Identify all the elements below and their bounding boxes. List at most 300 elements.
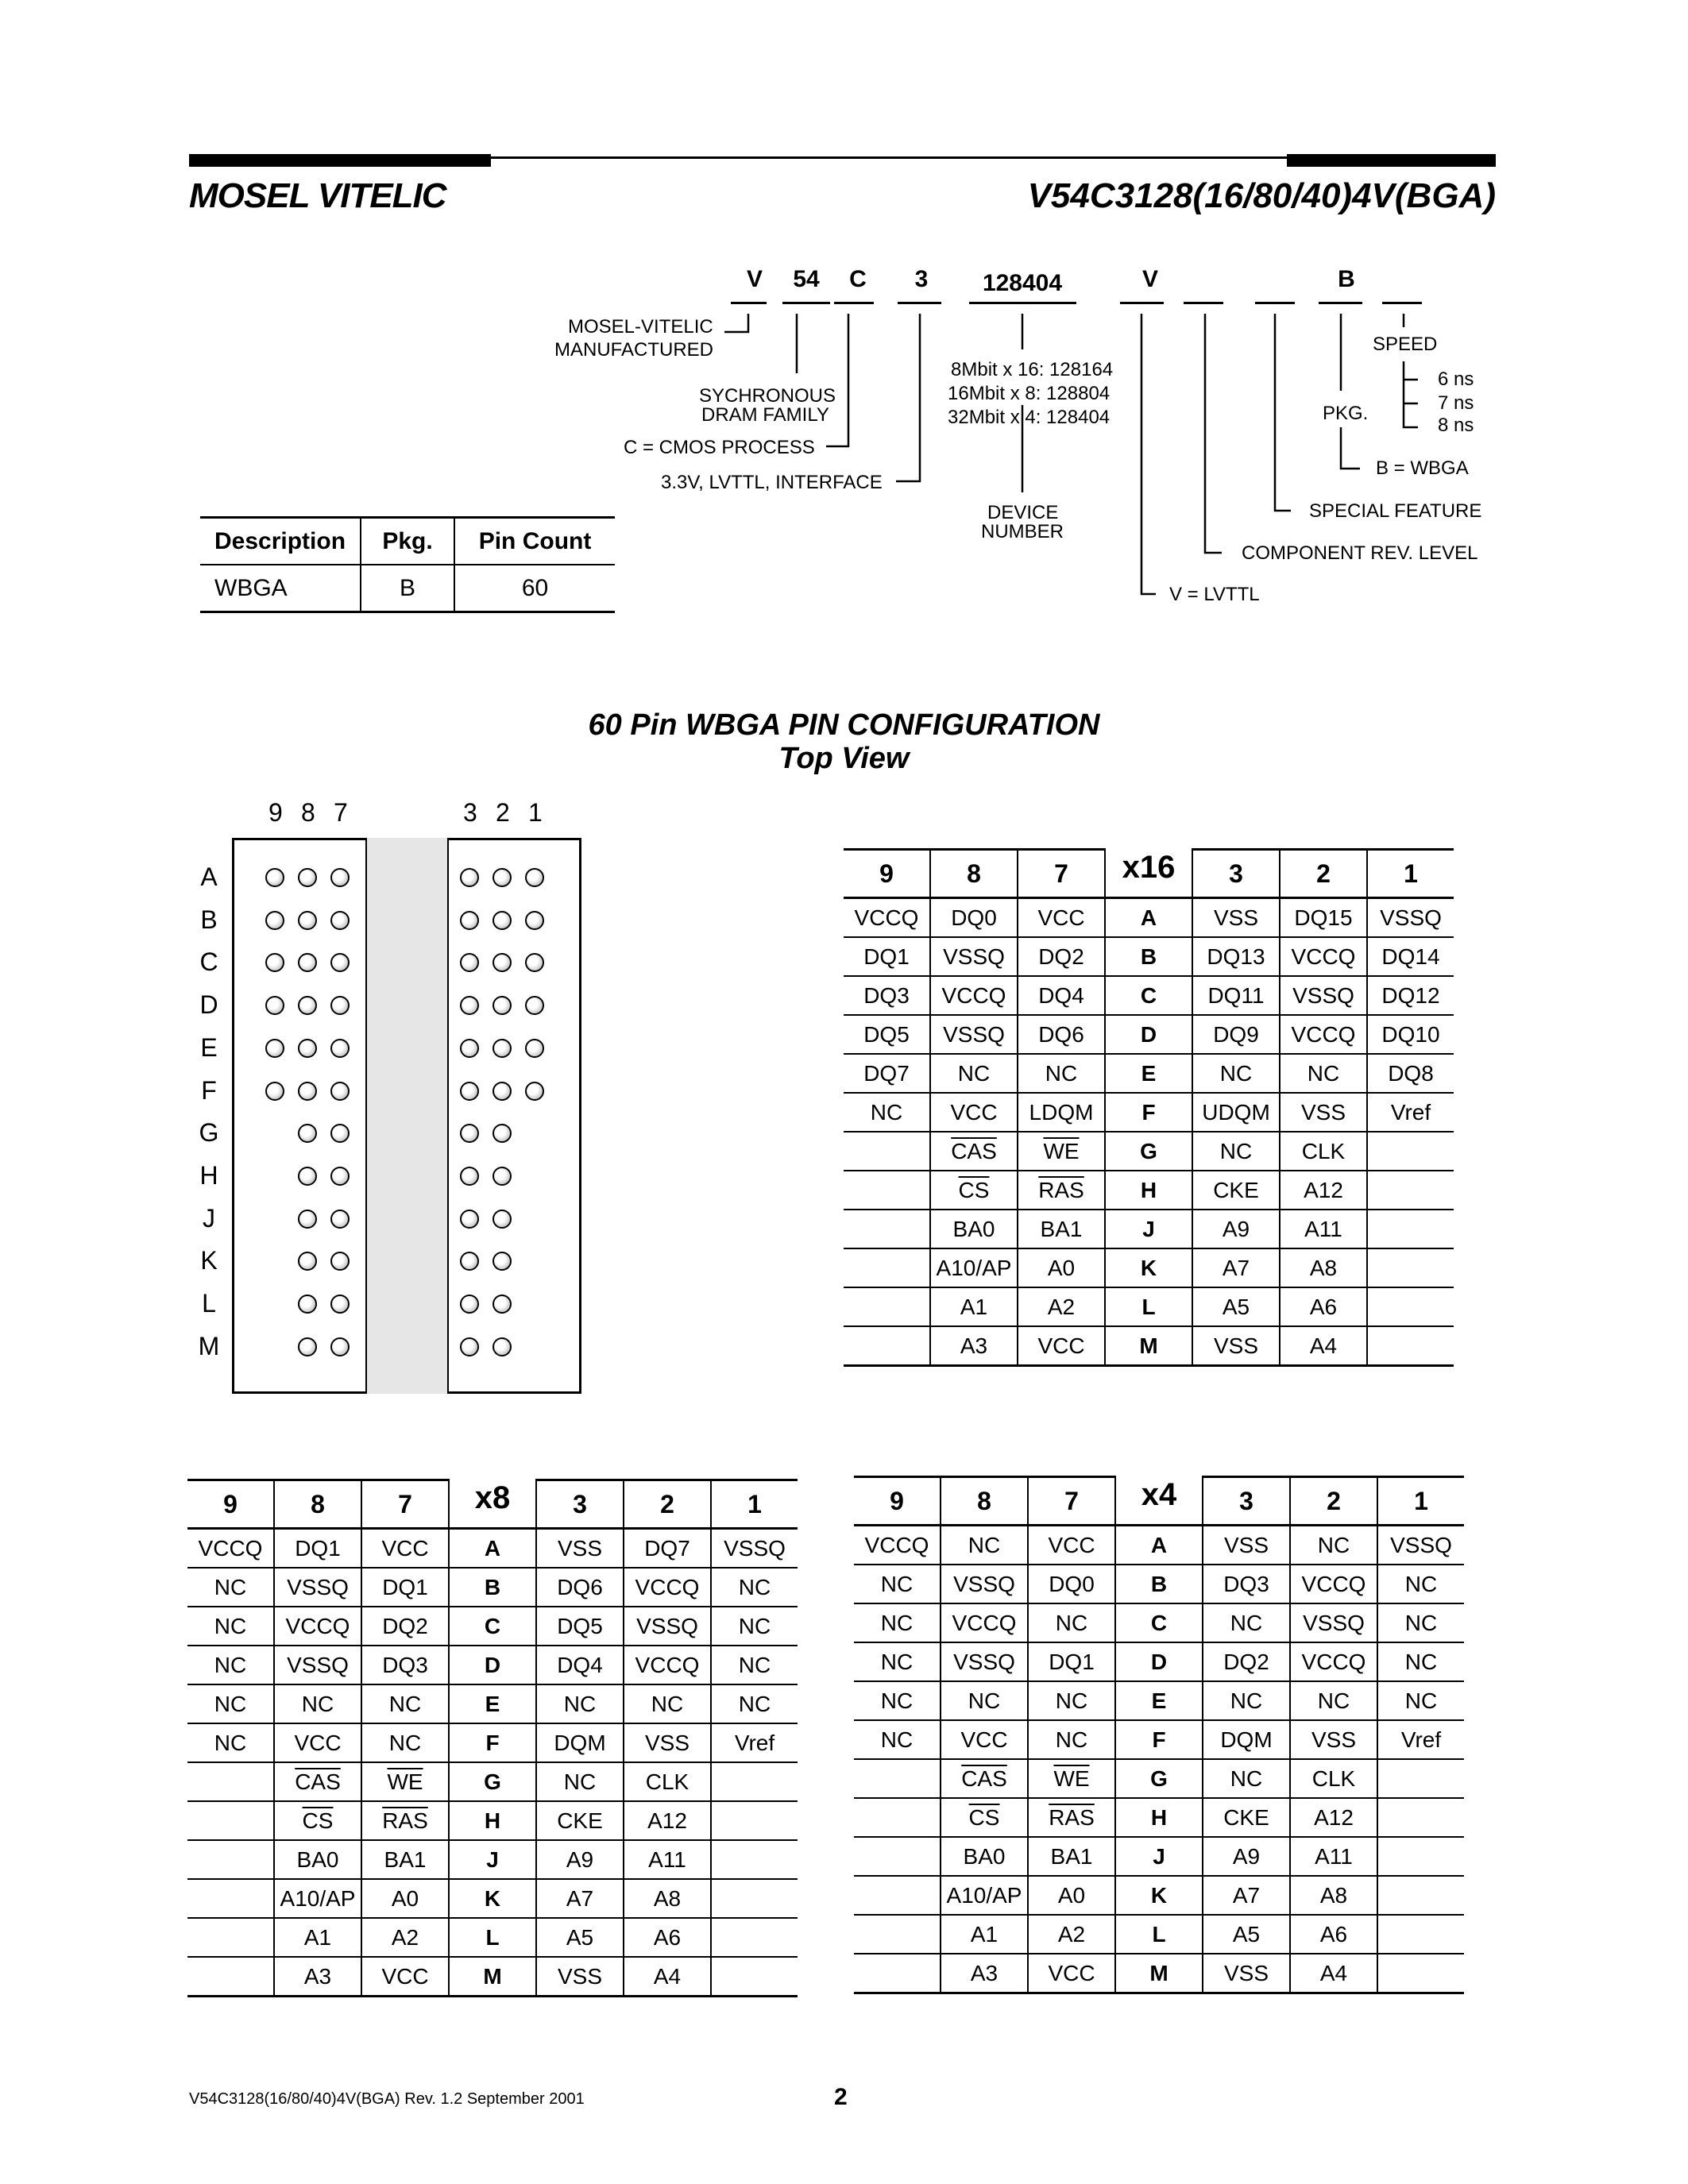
pin-cell — [624, 1646, 711, 1684]
pin-cell — [854, 1526, 941, 1565]
pin-cell — [1377, 1798, 1464, 1837]
pin-cell — [449, 1723, 536, 1762]
pin-signal: NC — [1055, 1610, 1088, 1635]
pin-table-col-header: 8 — [930, 850, 1018, 898]
pin-signal: NC — [388, 1691, 422, 1716]
pin-signal: NC — [1307, 1060, 1340, 1086]
pin-signal: DQ2 — [382, 1613, 428, 1638]
pin-signal: NC — [1055, 1688, 1088, 1713]
pin-table-x4 — [854, 1476, 1464, 1994]
ball-col-label: 1 — [528, 798, 543, 827]
pin-signal: DQ3 — [382, 1652, 428, 1677]
pin-cell — [711, 1879, 798, 1918]
pin-cell — [1105, 1248, 1192, 1287]
pin-cell — [930, 1210, 1018, 1248]
pin-cell — [1192, 1326, 1280, 1366]
pin-table-row — [844, 1171, 1454, 1210]
pin-cell — [941, 1526, 1028, 1565]
pin-signal: A3 — [960, 1333, 988, 1358]
pin-signal: $\overline{WE}$ — [1053, 1765, 1090, 1791]
ball-row-id: C — [1140, 982, 1157, 1008]
pin-cell — [274, 1568, 361, 1607]
pin-signal: VSSQ — [1380, 905, 1442, 930]
ball-row-id: C — [484, 1613, 501, 1638]
pin-cell — [1028, 1642, 1115, 1681]
label-interface: 3.3V, LVTTL, INTERFACE — [661, 472, 883, 493]
pin-signal: A0 — [1057, 1882, 1086, 1908]
pin-cell — [711, 1957, 798, 1997]
pin-table-row — [844, 898, 1454, 938]
pin-table-row — [187, 1918, 798, 1957]
pin-signal: $\overline{CAS}$ — [961, 1765, 1007, 1791]
pin-signal: VCCQ — [285, 1613, 350, 1638]
ball-row-label: F — [201, 1075, 217, 1105]
pin-signal: DQM — [554, 1730, 606, 1755]
pin-table-row — [844, 1054, 1454, 1093]
pin-cell — [1115, 1837, 1203, 1876]
pin-cell — [1115, 1603, 1203, 1642]
pin-cell — [1367, 1093, 1454, 1132]
pin-signal: NC — [1230, 1688, 1263, 1713]
pin-table-row — [844, 937, 1454, 976]
code-3: 3 — [914, 266, 929, 292]
pin-cell — [1028, 1565, 1115, 1603]
solder-ball — [298, 911, 317, 930]
pin-signal: VSS — [557, 1963, 603, 1989]
ball-row-label: A — [200, 862, 218, 891]
ball-row-id: H — [484, 1808, 501, 1833]
pin-table-org-label: x4 — [1115, 1477, 1203, 1526]
pin-cell — [361, 1607, 449, 1646]
pin-signal: VSSQ — [287, 1652, 349, 1677]
pin-signal: A1 — [303, 1924, 332, 1950]
pin-signal: NC — [301, 1691, 334, 1716]
pin-table-col-header: 1 — [1367, 850, 1454, 898]
pin-cell — [274, 1684, 361, 1723]
pin-signal: $\overline{CAS}$ — [295, 1769, 341, 1794]
pin-signal: DQ12 — [1381, 982, 1440, 1008]
pin-cell — [1280, 1326, 1367, 1366]
pin-cell — [1203, 1681, 1290, 1720]
solder-ball — [330, 996, 350, 1015]
ball-row-id: G — [1150, 1765, 1168, 1791]
pin-signal: NC — [388, 1730, 422, 1755]
pin-cell — [1377, 1526, 1464, 1565]
solder-ball — [265, 1039, 284, 1058]
pin-cell — [844, 1326, 930, 1366]
pin-table-row — [187, 1684, 798, 1723]
pin-cell — [854, 1642, 941, 1681]
pin-signal: VCCQ — [952, 1610, 1017, 1635]
pin-cell — [274, 1646, 361, 1684]
package-description-table — [200, 516, 615, 613]
pin-cell — [274, 1762, 361, 1801]
pin-cell — [1367, 1054, 1454, 1093]
pin-signal: VCCQ — [635, 1574, 700, 1599]
desc-cell-pkg: B — [361, 565, 454, 612]
pin-cell — [930, 1171, 1018, 1210]
ball-row-id: F — [485, 1730, 500, 1755]
pin-signal: NC — [1230, 1765, 1263, 1791]
ball-row-id: D — [484, 1652, 501, 1677]
pin-cell — [1105, 1287, 1192, 1326]
pin-signal: DQ9 — [1213, 1021, 1259, 1047]
pin-signal: DQ7 — [644, 1535, 690, 1561]
pin-signal: LDQM — [1029, 1099, 1094, 1125]
pin-cell — [1192, 1015, 1280, 1054]
ball-row-id: B — [1150, 1571, 1168, 1596]
pin-cell — [1018, 1132, 1105, 1171]
ball-row-id: G — [1140, 1138, 1157, 1163]
ball-row-id: L — [1141, 1294, 1156, 1319]
solder-ball — [330, 1210, 350, 1229]
pin-table-row — [844, 976, 1454, 1015]
pin-cell — [449, 1607, 536, 1646]
pin-cell — [1203, 1759, 1290, 1798]
pin-signal: A4 — [1319, 1960, 1348, 1985]
ball-row-label: M — [198, 1331, 220, 1360]
pin-signal: NC — [214, 1730, 247, 1755]
pin-signal: A2 — [391, 1924, 419, 1950]
pin-cell — [941, 1681, 1028, 1720]
pin-table-row — [844, 1287, 1454, 1326]
pin-cell — [536, 1801, 624, 1840]
pin-cell — [361, 1723, 449, 1762]
pin-cell — [1105, 898, 1192, 938]
pin-cell — [1290, 1837, 1377, 1876]
pin-cell — [941, 1915, 1028, 1954]
pin-cell — [854, 1720, 941, 1759]
pin-signal: A7 — [1232, 1882, 1261, 1908]
ball-row-id: M — [1149, 1960, 1168, 1985]
pin-table-row — [854, 1681, 1464, 1720]
ball-row-label: E — [200, 1032, 218, 1062]
solder-ball — [460, 1082, 479, 1101]
pin-cell — [1280, 1171, 1367, 1210]
pin-table-x16 — [844, 848, 1454, 1367]
pin-signal: NC — [880, 1610, 914, 1635]
pin-cell — [930, 1248, 1018, 1287]
pin-cell — [854, 1681, 941, 1720]
pin-signal: VCCQ — [635, 1652, 700, 1677]
solder-ball — [492, 1337, 512, 1356]
pin-cell — [1377, 1565, 1464, 1603]
pin-cell — [930, 976, 1018, 1015]
pin-cell — [1280, 1210, 1367, 1248]
pin-cell — [844, 976, 930, 1015]
pin-cell — [1203, 1837, 1290, 1876]
pin-cell — [941, 1837, 1028, 1876]
pin-cell — [449, 1879, 536, 1918]
pin-cell — [711, 1762, 798, 1801]
ball-row-label: L — [202, 1289, 216, 1318]
solder-ball — [330, 1337, 350, 1356]
pin-signal: NC — [651, 1691, 684, 1716]
ball-row-id: B — [1140, 943, 1157, 969]
pin-signal: VSS — [644, 1730, 690, 1755]
pin-cell — [930, 1132, 1018, 1171]
pin-table-col-header: 7 — [1028, 1477, 1115, 1526]
pin-cell — [854, 1954, 941, 1993]
solder-ball — [298, 1082, 317, 1101]
pin-cell — [1203, 1565, 1290, 1603]
solder-ball — [525, 1039, 544, 1058]
pin-cell — [187, 1801, 274, 1840]
label-wbga: B = WBGA — [1376, 457, 1469, 479]
pin-cell — [1192, 1210, 1280, 1248]
label-family-2: DRAM FAMILY — [701, 404, 829, 426]
pin-cell — [930, 1287, 1018, 1326]
pin-cell — [1105, 1326, 1192, 1366]
pin-signal: DQ3 — [1223, 1571, 1269, 1596]
pin-cell — [1028, 1720, 1115, 1759]
pin-table-row — [187, 1762, 798, 1801]
solder-ball — [460, 996, 479, 1015]
label-speed-7: 7 ns — [1438, 392, 1474, 414]
pin-table-row — [187, 1879, 798, 1918]
pin-signal: VSSQ — [287, 1574, 349, 1599]
pin-signal: VSS — [557, 1535, 603, 1561]
pin-signal: Vref — [1390, 1099, 1431, 1125]
pin-cell — [1377, 1759, 1464, 1798]
pin-cell — [1018, 1171, 1105, 1210]
pin-cell — [1203, 1798, 1290, 1837]
label-device-1: DEVICE — [987, 502, 1059, 523]
pin-signal: VSS — [1223, 1960, 1269, 1985]
ball-row-id: A — [1140, 905, 1157, 930]
ball-row-id: J — [1142, 1216, 1155, 1241]
pin-cell — [449, 1529, 536, 1569]
pin-cell — [1105, 1132, 1192, 1171]
pin-cell — [361, 1879, 449, 1918]
pin-cell — [536, 1529, 624, 1569]
pin-signal: VSS — [1213, 905, 1259, 930]
pin-cell — [930, 898, 1018, 938]
pin-cell — [1018, 1326, 1105, 1366]
pin-signal: VSSQ — [943, 1021, 1005, 1047]
pin-signal: NC — [1055, 1727, 1088, 1752]
pin-cell — [1115, 1642, 1203, 1681]
pin-cell — [844, 937, 930, 976]
pin-signal: NC — [1230, 1610, 1263, 1635]
pin-cell — [624, 1879, 711, 1918]
pin-cell — [1018, 1093, 1105, 1132]
pin-cell — [1192, 1093, 1280, 1132]
ball-row-id: C — [1150, 1610, 1168, 1635]
pin-cell — [1018, 1054, 1105, 1093]
pin-signal: VCC — [960, 1727, 1008, 1752]
pin-cell — [844, 1248, 930, 1287]
pin-cell — [1115, 1915, 1203, 1954]
pin-cell — [1367, 898, 1454, 938]
pin-cell — [536, 1957, 624, 1997]
pin-signal: NC — [738, 1574, 771, 1599]
label-speed: SPEED — [1373, 334, 1438, 355]
pin-table-col-header: 3 — [1203, 1477, 1290, 1526]
pin-cell — [1192, 898, 1280, 938]
ball-col-label: 3 — [463, 798, 477, 827]
pin-cell — [1028, 1526, 1115, 1565]
section-subtitle: Top View — [778, 742, 910, 775]
pin-signal: VCC — [1037, 1333, 1085, 1358]
pin-signal: VSS — [1300, 1099, 1346, 1125]
pin-cell — [361, 1840, 449, 1879]
pin-signal: VSSQ — [943, 943, 1005, 969]
ball-row-label: D — [199, 990, 218, 1020]
pin-cell — [361, 1646, 449, 1684]
pin-cell — [1367, 1326, 1454, 1366]
pin-signal: NC — [214, 1613, 247, 1638]
ball-row-label: H — [199, 1160, 218, 1190]
pin-cell — [187, 1840, 274, 1879]
solder-ball — [525, 996, 544, 1015]
pin-signal: BA1 — [384, 1846, 427, 1872]
ball-row-id: H — [1140, 1177, 1157, 1202]
pin-signal: NC — [738, 1691, 771, 1716]
pin-cell — [1105, 937, 1192, 976]
pin-signal: VSSQ — [953, 1649, 1015, 1674]
pin-signal: A9 — [1222, 1216, 1250, 1241]
pin-cell — [854, 1837, 941, 1876]
ball-col-label: 2 — [496, 798, 510, 827]
pin-cell — [1280, 1054, 1367, 1093]
pin-cell — [711, 1918, 798, 1957]
pin-signal: A10/AP — [946, 1882, 1022, 1908]
ball-row-label: G — [199, 1118, 219, 1148]
pin-cell — [1203, 1876, 1290, 1915]
label-special-feature: SPECIAL FEATURE — [1309, 500, 1482, 522]
pin-table-col-header: 7 — [361, 1480, 449, 1529]
pin-table-row — [854, 1759, 1464, 1798]
pin-cell — [361, 1957, 449, 1997]
pin-signal: A0 — [391, 1885, 419, 1911]
pin-cell — [1290, 1642, 1377, 1681]
ball-row-id: F — [1152, 1727, 1166, 1752]
pin-cell — [624, 1918, 711, 1957]
desc-cell-pin-count: 60 — [454, 565, 615, 612]
pin-signal: VSSQ — [1303, 1610, 1365, 1635]
pin-cell — [624, 1607, 711, 1646]
pin-signal: A3 — [970, 1960, 999, 1985]
pin-signal: A7 — [566, 1885, 594, 1911]
pin-signal: NC — [957, 1060, 991, 1086]
pin-cell — [1115, 1720, 1203, 1759]
solder-ball — [492, 868, 512, 887]
pin-cell — [187, 1957, 274, 1997]
pin-cell — [1105, 1093, 1192, 1132]
pin-signal: VSSQ — [636, 1613, 698, 1638]
code-c: C — [849, 266, 867, 292]
pin-signal: A11 — [1304, 1216, 1342, 1241]
pin-cell — [1367, 1248, 1454, 1287]
label-speed-6: 6 ns — [1438, 369, 1474, 390]
pin-signal: NC — [738, 1652, 771, 1677]
pin-signal: NC — [968, 1532, 1001, 1557]
pin-cell — [854, 1759, 941, 1798]
pin-cell — [1192, 1287, 1280, 1326]
pin-cell — [1192, 1248, 1280, 1287]
pin-cell — [1367, 1287, 1454, 1326]
pin-cell — [187, 1607, 274, 1646]
pin-cell — [1280, 1015, 1367, 1054]
pin-signal: VSS — [1213, 1333, 1259, 1358]
pin-cell — [274, 1607, 361, 1646]
solder-ball — [492, 1124, 512, 1143]
pin-cell — [361, 1801, 449, 1840]
pin-signal: DQ4 — [557, 1652, 603, 1677]
pin-cell — [1280, 1287, 1367, 1326]
ball-col-label: 7 — [334, 798, 348, 827]
pin-cell — [536, 1607, 624, 1646]
ball-row-id: K — [1150, 1882, 1168, 1908]
pin-signal: A12 — [647, 1808, 687, 1833]
pin-cell — [844, 1093, 930, 1132]
pin-signal: DQ14 — [1381, 943, 1440, 969]
pin-cell — [536, 1918, 624, 1957]
ball-row-id: J — [1153, 1843, 1165, 1869]
pin-cell — [941, 1603, 1028, 1642]
pin-cell — [187, 1646, 274, 1684]
pin-cell — [1028, 1681, 1115, 1720]
pin-signal: A5 — [566, 1924, 594, 1950]
pin-cell — [1290, 1876, 1377, 1915]
pin-cell — [361, 1568, 449, 1607]
pin-cell — [274, 1529, 361, 1569]
pin-signal: VCCQ — [1301, 1649, 1366, 1674]
ball-row-id: A — [1150, 1532, 1168, 1557]
pin-cell — [711, 1801, 798, 1840]
pin-cell — [1105, 1015, 1192, 1054]
pin-signal: NC — [214, 1574, 247, 1599]
ball-row-id: E — [485, 1691, 500, 1716]
pin-cell — [1203, 1915, 1290, 1954]
pin-signal: A5 — [1232, 1921, 1261, 1947]
pin-cell — [1203, 1720, 1290, 1759]
label-family-1: SYCHRONOUS — [699, 385, 836, 407]
pin-signal: $\overline{CS}$ — [958, 1177, 990, 1202]
pin-cell — [1280, 1248, 1367, 1287]
pin-cell — [624, 1801, 711, 1840]
pin-cell — [1280, 1132, 1367, 1171]
pin-signal: A12 — [1314, 1804, 1354, 1830]
pin-signal: Vref — [734, 1730, 775, 1755]
pin-cell — [1290, 1759, 1377, 1798]
pin-cell — [1377, 1681, 1464, 1720]
ball-row-label: C — [199, 947, 218, 977]
pin-signal: CLK — [645, 1769, 689, 1794]
solder-ball — [330, 868, 350, 887]
pin-cell — [536, 1568, 624, 1607]
pin-signal: A8 — [653, 1885, 682, 1911]
pin-cell — [187, 1762, 274, 1801]
pin-cell — [274, 1840, 361, 1879]
pin-signal: $\overline{WE}$ — [387, 1769, 423, 1794]
pin-cell — [1115, 1876, 1203, 1915]
pin-cell — [624, 1762, 711, 1801]
pin-signal: BA0 — [296, 1846, 339, 1872]
pin-cell — [1203, 1642, 1290, 1681]
pin-cell — [1115, 1565, 1203, 1603]
pin-signal: VCCQ — [1291, 1021, 1356, 1047]
solder-ball — [330, 1124, 350, 1143]
desc-header-description: Description — [200, 518, 361, 565]
pin-signal: DQ10 — [1381, 1021, 1440, 1047]
solder-ball — [492, 996, 512, 1015]
solder-ball — [460, 1337, 479, 1356]
pin-signal: VCC — [1037, 905, 1085, 930]
code-54: 54 — [793, 266, 820, 292]
pin-cell — [449, 1801, 536, 1840]
